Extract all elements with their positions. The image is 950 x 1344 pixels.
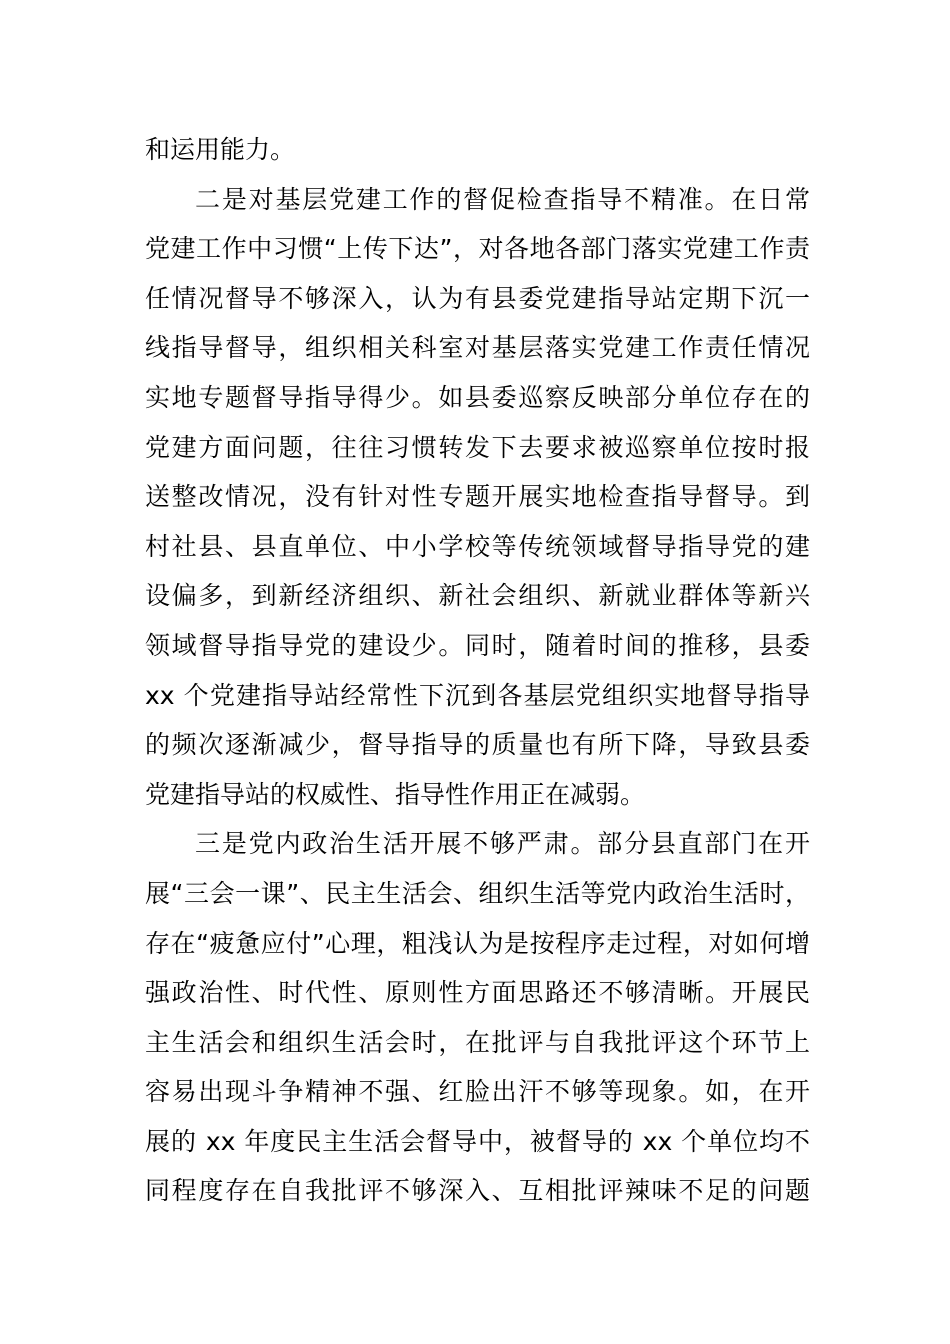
text-line: 的频次逐渐减少，督导指导的质量也有所下降，导致县委 <box>145 730 810 760</box>
text-line: 设偏多，到新经济组织、新社会组织、新就业群体等新兴 <box>145 581 810 611</box>
text-line: 展的 xx 年度民主生活会督导中，被督导的 xx 个单位均不 <box>145 1126 810 1156</box>
text-line: 党建工作中习惯“上传下达”，对各地各部门落实党建工作责 <box>145 234 810 264</box>
text-line: 领域督导指导党的建设少。同时，随着时间的推移，县委 <box>145 630 810 660</box>
text-line: 线指导督导，组织相关科室对基层落实党建工作责任情况 <box>145 333 810 363</box>
text-line: 同程度存在自我批评不够深入、互相批评辣味不足的问题 <box>145 1176 810 1206</box>
text-line: 村社县、县直单位、中小学校等传统领域督导指导党的建 <box>145 531 810 561</box>
text-line: 党建方面问题，往往习惯转发下去要求被巡察单位按时报 <box>145 432 810 462</box>
text-line: 强政治性、时代性、原则性方面思路还不够清晰。开展民 <box>145 978 810 1008</box>
text-line: 任情况督导不够深入，认为有县委党建指导站定期下沉一 <box>145 283 810 313</box>
text-line: 送整改情况，没有针对性专题开展实地检查指导督导。到 <box>145 482 810 512</box>
paragraph-heading-line: 二是对基层党建工作的督促检查指导不精准。在日常 <box>195 184 810 214</box>
text-line: 容易出现斗争精神不强、红脸出汗不够等现象。如，在开 <box>145 1077 810 1107</box>
text-line: 实地专题督导指导得少。如县委巡察反映部分单位存在的 <box>145 382 810 412</box>
paragraph-heading-line: 三是党内政治生活开展不够严肃。部分县直部门在开 <box>195 829 810 859</box>
text-line: 党建指导站的权威性、指导性作用正在减弱。 <box>145 779 646 809</box>
body-text <box>145 125 810 1216</box>
text-line: 主生活会和组织生活会时，在批评与自我批评这个环节上 <box>145 1027 810 1057</box>
text-line: 展“三会一课”、民主生活会、组织生活等党内政治生活时， <box>145 878 810 908</box>
text-line: 存在“疲惫应付”心理，粗浅认为是按程序走过程，对如何增 <box>145 928 810 958</box>
text-line: 和运用能力。 <box>145 135 296 164</box>
text-line: xx 个党建指导站经常性下沉到各基层党组织实地督导指导 <box>145 680 810 710</box>
